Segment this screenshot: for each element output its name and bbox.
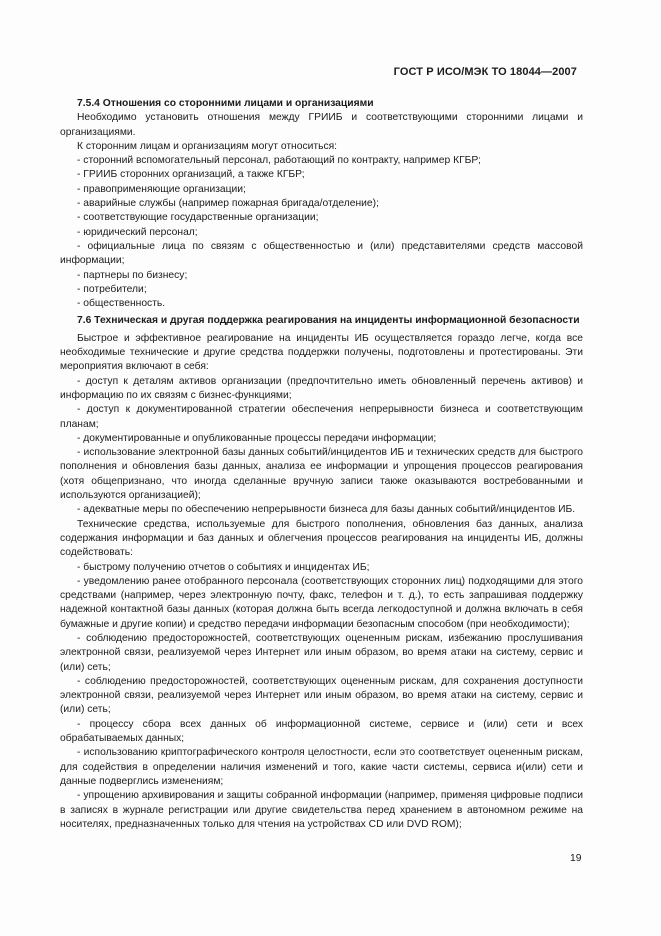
- list-item: - потребители;: [77, 283, 147, 295]
- page-header: ГОСТ Р ИСО/МЭК ТО 18044—2007: [393, 66, 577, 78]
- list-item: - официальные лица по связям с общественностью и (или) представителями средств массовой информации;: [60, 240, 583, 267]
- list-item: - юридический персонал;: [77, 226, 198, 238]
- page-body: [60, 97, 583, 832]
- list-item: - партнеры по бизнесу;: [77, 269, 188, 281]
- paragraph: К сторонним лицам и организациям могут относиться:: [77, 140, 338, 152]
- list-item: - быстрому получению отчетов о событиях и инцидентах ИБ;: [77, 561, 370, 573]
- section-heading-7-5-4: 7.5.4 Отношения со сторонними лицами и организациями: [77, 98, 374, 109]
- paragraph: Технические средства, используемые для быстрого пополнения, обновления баз данных, анализа содержания информации и баз данных и облегчения процессов реагирования на инциденты ИБ, должны содействовать:: [60, 518, 583, 559]
- list-item: - процессу сбора всех данных об информационной системе, сервисе и (или) сети и всех обрабатываемых данных;: [60, 718, 583, 745]
- list-item: - сторонний вспомогательный персонал, работающий по контракту, например КГБР;: [77, 155, 481, 167]
- paragraph: Быстрое и эффективное реагирование на инциденты ИБ осуществляется гораздо легче, когда все необходимые технические и другие средства поддержки получены, подготовлены и протестированы. Эти мероприятия включают в себя:: [60, 332, 583, 373]
- list-item: - ГРИИБ сторонних организаций, а также КГБР;: [77, 169, 305, 181]
- list-item: - соблюдению предосторожностей, соответствующих оцененным рискам, для сохранения доступности электронной связи, реализуемой через Интернет или иным образом, во время атаки на систему, сервис и (или) сеть;: [60, 675, 583, 716]
- list-item: - уведомлению ранее отобранного персонала (соответствующих сторонних лиц) подходящими для этого средствами (например, через электронную почту, факс, телефон и т. д.), то есть запрашивая поддержку надежной контактной базы данных (которая должна быть всегда легкодоступной и должна включать в себя бумажные и другие копии) и средство передачи информации безопасным способом (при необходимости);: [60, 575, 583, 630]
- list-item: - использование электронной базы данных событий/инцидентов ИБ и технических средств для быстрого пополнения и обновления базы данных, анализа ее информации и упрощения процессов реагирования (хотя общепризнано, что иногда сделанные вручную записи также оказываются востребованными и используются организацией);: [60, 447, 583, 502]
- list-item: - использованию криптографического контроля целостности, если это соответствует оцененным рискам, для содействия в определении наличия изменений и того, какие части системы, сервиса и(или) сети и данные подверглись изменениям;: [60, 747, 583, 787]
- list-item: - соответствующие государственные организации;: [77, 212, 319, 224]
- list-item: - упрощению архивирования и защиты собранной информации (например, применяя цифровые подписи в записях в журнале регистрации или другие свидетельства перед хранением в автономном режиме на носителях, предназначенных только для чтения на устройствах CD или DVD ROM);: [60, 790, 583, 830]
- section-heading-7-6: 7.6 Техническая и другая поддержка реагирования на инциденты информационной безопасности: [77, 315, 580, 327]
- list-item: - правоприменяющие организации;: [77, 183, 246, 195]
- list-item: - доступ к деталям активов организации (предпочтительно иметь обновленный перечень активов) и информацию по их связям с бизнес-функциями;: [60, 375, 583, 401]
- page-number: 19: [570, 853, 582, 864]
- list-item: - адекватные меры по обеспечению непрерывности бизнеса для базы данных событий/инцидентов ИБ.: [77, 504, 576, 516]
- list-item: - доступ к документированной стратегии обеспечения непрерывности бизнеса и соответствующим планам;: [60, 404, 583, 430]
- paragraph: Необходимо установить отношения между ГРИИБ и соответствующими сторонними лицами и организациями.: [60, 112, 583, 138]
- list-item: - соблюдению предосторожностей, соответствующих оцененным рискам, избежанию прослушивания электронной связи, реализуемой через Интернет или иным образом, во время атаки на систему, сервис и (или) сеть;: [60, 632, 583, 673]
- list-item: - аварийные службы (например пожарная бригада/отделение);: [77, 198, 379, 210]
- list-item: - документированные и опубликованные процессы передачи информации;: [77, 432, 437, 444]
- list-item: - общественность.: [77, 298, 166, 310]
